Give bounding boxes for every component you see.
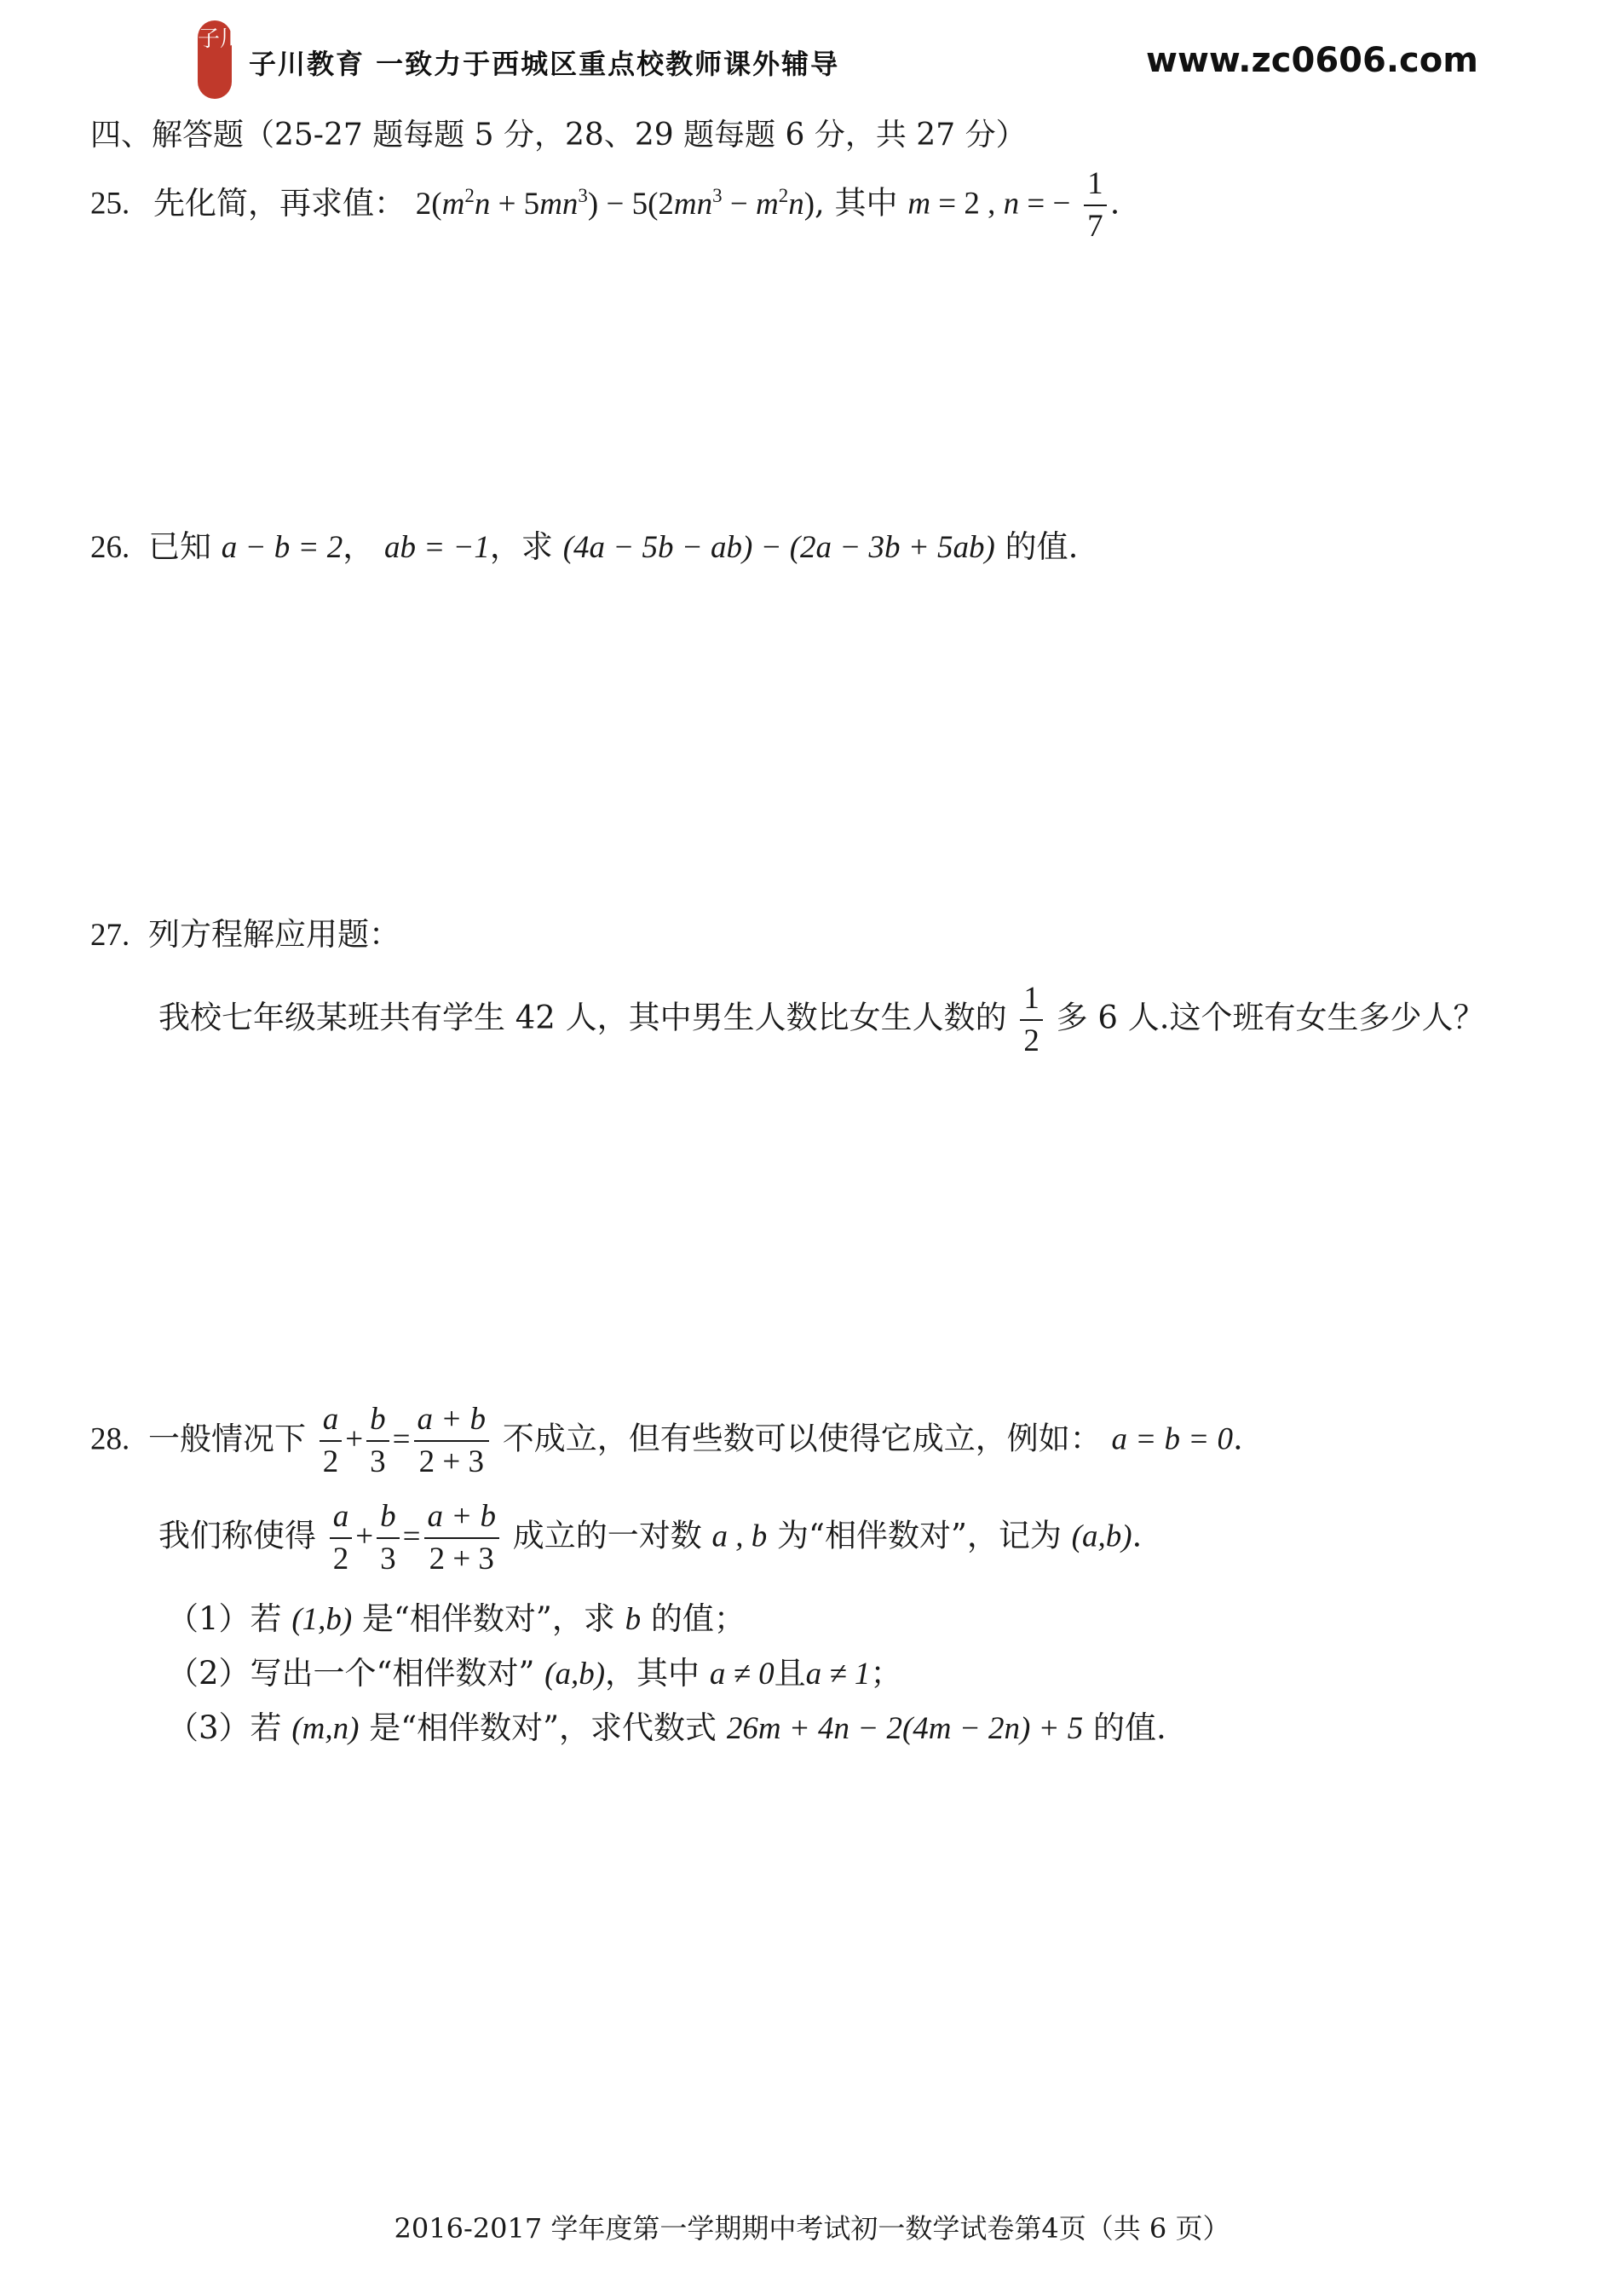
question-number: 27. [90, 918, 130, 953]
question-text: 已知 [148, 528, 212, 565]
math-expression: (4a − 5b − ab) − (2a − 3b + 5ab) [562, 530, 995, 565]
fraction [330, 1496, 353, 1580]
question-27-body [158, 978, 1484, 1062]
question-text: 一般情况下 [148, 1420, 307, 1457]
math-condition: a = b = 0 [1111, 1421, 1233, 1457]
sub-question-label: （2）写出一个“相伴数对” [167, 1655, 535, 1692]
fraction-numerator: a [330, 1496, 353, 1539]
math-expression: 26m + 4n − 2(4m − 2n) + 5 [726, 1711, 1084, 1746]
question-number: 26. [90, 530, 130, 565]
fraction-denominator: 2 + 3 [418, 1444, 484, 1479]
question-text: 的值. [1093, 1709, 1166, 1746]
math-pair: (m,n) [291, 1711, 360, 1746]
fraction [377, 1496, 400, 1580]
question-text: 的值； [650, 1600, 746, 1637]
math-condition: a − b = 2 [221, 530, 343, 565]
math-pair: (a,b) [1071, 1519, 1132, 1554]
period: . [1232, 1420, 1243, 1457]
question-28-sub-1 [167, 1600, 746, 1639]
fraction-numerator: a + b [424, 1496, 499, 1539]
math-condition: a ≠ 1 [805, 1657, 871, 1692]
sub-question-label: （1）若 [167, 1600, 282, 1637]
question-text: 为“相伴数对”，记为 [777, 1517, 1062, 1554]
question-text: 成立的一对数 [512, 1517, 702, 1554]
question-text: 是“相伴数对”，求 [361, 1600, 615, 1637]
sub-question-label: （3）若 [167, 1709, 282, 1746]
fraction [366, 1399, 389, 1483]
math-condition: m = 2 , n = − [907, 186, 1071, 222]
page-footer: 2016-2017 学年度第一学期期中考试初一数学试卷第4页（共 6 页） [394, 2212, 1230, 2245]
question-28-sub-3 [167, 1709, 1166, 1748]
fraction-numerator: 1 [1020, 978, 1043, 1021]
question-text: ； [870, 1655, 902, 1692]
question-text: 我校七年级某班共有学生 42 人，其中男生人数比女生人数的 [158, 999, 1007, 1036]
question-28-sub-2 [167, 1655, 901, 1693]
math-pair: (a,b) [544, 1657, 606, 1692]
section-title: 四、解答题（25-27 题每题 5 分，28、29 题每题 6 分，共 27 分） [90, 118, 1027, 153]
question-28-line-2: 我们称使得 $\frac{a}{2}$ + $\frac{b}{3}$ = $\frac{a + b}{2 + 3}$ 成立的一对数 a , b 为“相伴数对”，记为 (a,b). [158, 1496, 1142, 1580]
fraction-numerator: b [366, 1399, 389, 1442]
math-variable: a , b [711, 1519, 768, 1554]
question-text: , 其中 [815, 184, 898, 222]
fraction-denominator: 2 [332, 1542, 349, 1576]
fraction [1020, 978, 1043, 1062]
math-pair: (1,b) [291, 1602, 353, 1637]
fraction-denominator: 2 [322, 1444, 339, 1479]
fraction [414, 1399, 489, 1483]
fraction-denominator: 7 [1087, 209, 1103, 244]
question-25 [90, 164, 1120, 247]
question-text: 是“相伴数对”，求代数式 [369, 1709, 717, 1746]
math-condition: ab = −1 [383, 530, 490, 565]
fraction-numerator: a [320, 1399, 343, 1442]
separator: ， [343, 528, 375, 565]
header-url: www.zc0606.com [1146, 41, 1478, 80]
fraction-numerator: a + b [414, 1399, 489, 1442]
question-text: 先化简，再求值： [153, 184, 406, 222]
fraction-denominator: 2 [1023, 1023, 1039, 1058]
question-text: 不成立，但有些数可以使得它成立，例如： [502, 1420, 1102, 1457]
question-text: 我们称使得 [158, 1517, 316, 1554]
fraction-denominator: 2 + 3 [429, 1542, 494, 1576]
fraction-denominator: 3 [370, 1444, 386, 1479]
question-number: 25. [90, 186, 130, 222]
question-text: 列方程解应用题： [148, 916, 401, 953]
question-28-line-1: 28. 一般情况下 $\frac{a}{2}$ + $\frac{b}{3}$ = $\frac{a + b}{2 + 3}$ 不成立，但有些数可以使得它成立，例如： a = b = 0. [90, 1399, 1243, 1483]
math-expression: $2(m^2n + 5mn^3) - 5(2mn^3 - m^2n)$ [415, 184, 815, 222]
question-text: 的值. [1005, 528, 1079, 565]
question-text: 多 6 人.这个班有女生多少人？ [1056, 999, 1485, 1036]
fraction-numerator: 1 [1084, 164, 1107, 206]
brand-seal: 子川 [198, 20, 232, 99]
question-text: ，求 [489, 528, 553, 565]
question-26 [90, 528, 1078, 567]
fraction-numerator: b [377, 1496, 400, 1539]
fraction-denominator: 3 [380, 1542, 396, 1576]
question-text: 且 [774, 1655, 806, 1692]
question-text: ，其中 [605, 1655, 700, 1692]
period: . [1132, 1517, 1143, 1554]
fraction [424, 1496, 499, 1580]
fraction [1084, 164, 1107, 247]
fraction [320, 1399, 343, 1483]
math-condition: a ≠ 0 [709, 1657, 775, 1692]
period: . [1109, 184, 1120, 222]
math-variable: b [625, 1602, 642, 1637]
question-27-title [90, 916, 400, 954]
header-slogan: 子川教育 一致力于西城区重点校教师课外辅导 [249, 48, 840, 80]
question-number: 28. [90, 1421, 130, 1457]
